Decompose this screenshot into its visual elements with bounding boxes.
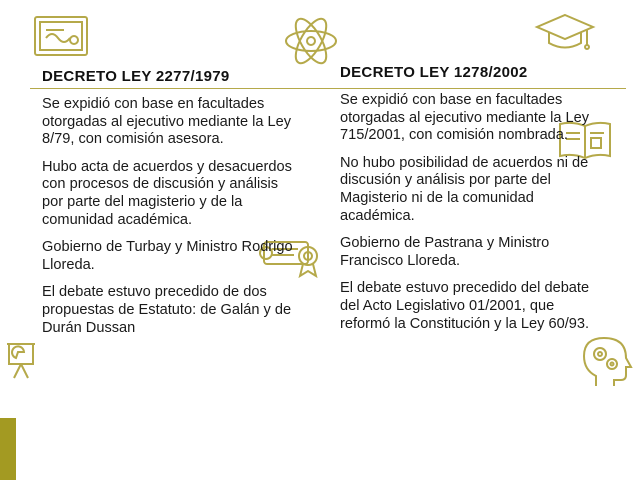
right-heading: DECRETO LEY 1278/2002 [340, 64, 528, 81]
diploma-icon [32, 14, 90, 58]
right-column [340, 92, 592, 343]
right-paragraph: Gobierno de Pastrana y Ministro Francisco Lloreda. [340, 235, 550, 269]
right-paragraph: El debate estuvo precedido del debate del Acto Legislativo 01/2001, que reformó la Constitución y la Ley 60/93. [340, 280, 590, 332]
header-divider [30, 88, 626, 89]
left-heading: DECRETO LEY 2277/1979 [42, 68, 230, 85]
right-paragraph: No hubo posibilidad de acuerdos ni de discusión y análisis por parte del Magisterio ni de la comunidad académica. [340, 154, 589, 224]
left-paragraph: El debate estuvo precedido de dos propuestas de Estatuto: de Galán y de Durán Dussan [42, 284, 292, 336]
left-paragraph: Se expidió con base en facultades otorgadas al ejecutivo mediante la Ley 8/79, con comisión asesora. [42, 96, 292, 148]
presentation-board-icon [4, 340, 38, 380]
atom-icon [282, 12, 340, 70]
left-paragraph: Gobierno de Turbay y Ministro Rodrigo Lloreda. [42, 239, 293, 273]
left-column [42, 96, 300, 347]
left-paragraph: Hubo acta de acuerdos y desacuerdos con procesos de discusión y análisis por parte del magisterio y de la comunidad académica. [42, 158, 292, 228]
right-paragraph: Se expidió con base en facultades otorgadas al ejecutivo mediante la Ley 715/2001, con comisión nombrada. [340, 92, 590, 144]
graduation-cap-icon [534, 12, 596, 54]
accent-bar [0, 418, 16, 480]
